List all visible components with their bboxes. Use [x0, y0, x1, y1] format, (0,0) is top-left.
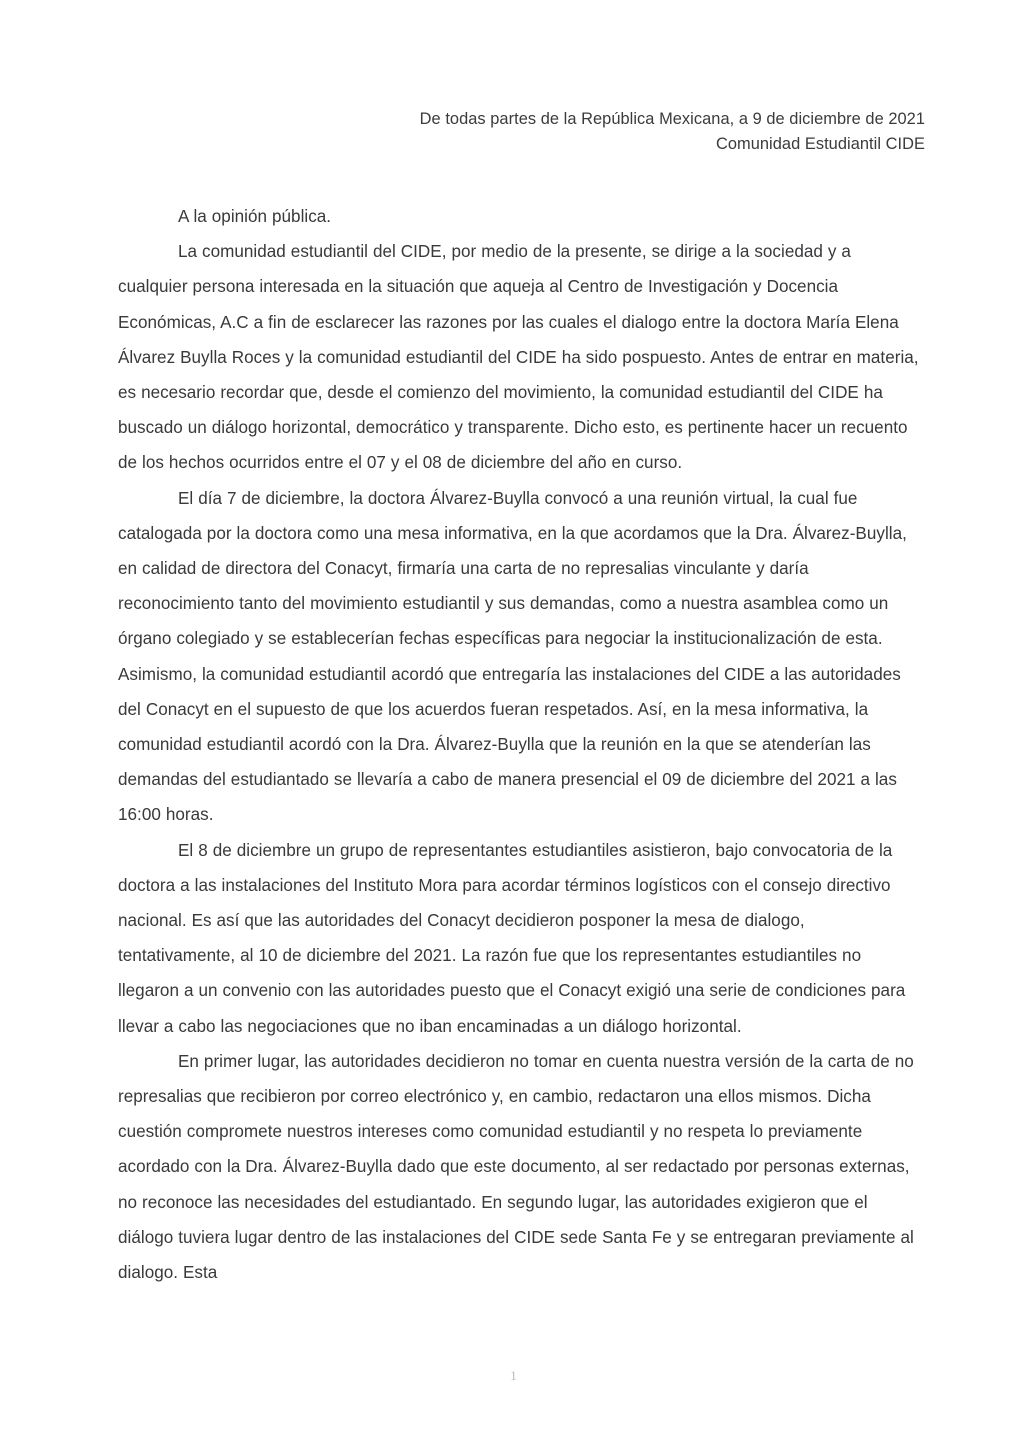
page-number: 1	[510, 1368, 517, 1383]
paragraph-first-reason: En primer lugar, las autoridades decidieron no tomar en cuenta nuestra versión de la carta de no represalias que recibieron por correo electrónico y, en cambio, redactaron una ellos mismos. Dicha cuestión compromete nuestros intereses como comunidad estudiantil y no respeta lo previamente acordado con la Dra. Álvarez-Buylla dado que este documento, al ser redactado por personas externas, no reconoce las necesidades del estudiantado. En segundo lugar, las autoridades exigieron que el diálogo tuviera lugar dentro de las instalaciones del CIDE sede Santa Fe y se entregaran previamente al dialogo. Esta	[118, 1051, 914, 1283]
letter-header-date-line: De todas partes de la República Mexicana, a 9 de diciembre de 2021	[419, 110, 925, 128]
paragraph-dec-7: El día 7 de diciembre, la doctora Álvarez-Buylla convocó a una reunión virtual, la cual fue catalogada por la doctora como una mesa informativa, en la que acordamos que la Dra. Álvarez-Buylla, en calidad de directora del Conacyt, firmaría una carta de no represalias vinculante y daría reconocimiento tanto del movimiento estudiantil y sus demandas, como a nuestra asamblea como un órgano colegiado y se establecerían fechas específicas para negociar la institucionalización de esta. Asimismo, la comunidad estudiantil acordó que entregaría las instalaciones del CIDE a las autoridades del Conacyt en el supuesto de que los acuerdos fueran respetados. Así, en la mesa informativa, la comunidad estudiantil acordó con la Dra. Álvarez-Buylla que la reunión en la que se atenderían las demandas del estudiantado se llevaría a cabo de manera presencial el 09 de diciembre del 2021 a las 16:00 horas.	[118, 488, 907, 825]
letter-header	[118, 107, 925, 157]
paragraph-introduction: La comunidad estudiantil del CIDE, por medio de la presente, se dirige a la sociedad y a cualquier persona interesada en la situación que aqueja al Centro de Investigación y Docencia Económicas, A.C a fin de esclarecer las razones por las cuales el dialogo entre la doctora María Elena Álvarez Buylla Roces y la comunidad estudiantil del CIDE ha sido pospuesto. Antes de entrar en materia, es necesario recordar que, desde el comienzo del movimiento, la comunidad estudiantil del CIDE ha buscado un diálogo horizontal, democrático y transparente. Dicho esto, es pertinente hacer un recuento de los hechos ocurridos entre el 07 y el 08 de diciembre del año en curso.	[118, 242, 919, 473]
letter-body	[118, 199, 922, 1290]
paragraph-salutation: A la opinión pública.	[178, 207, 332, 226]
letter-header-sender-line: Comunidad Estudiantil CIDE	[715, 135, 925, 153]
paragraph-dec-8: El 8 de diciembre un grupo de representantes estudiantiles asistieron, bajo convocatoria de la doctora a las instalaciones del Instituto Mora para acordar términos logísticos con el consejo directivo nacional. Es así que las autoridades del Conacyt decidieron posponer la mesa de dialogo, tentativamente, al 10 de diciembre del 2021. La razón fue que los representantes estudiantiles no llegaron a un convenio con las autoridades puesto que el Conacyt exigió una serie de condiciones para llevar a cabo las negociaciones que no iban encaminadas a un diálogo horizontal.	[118, 840, 906, 1036]
